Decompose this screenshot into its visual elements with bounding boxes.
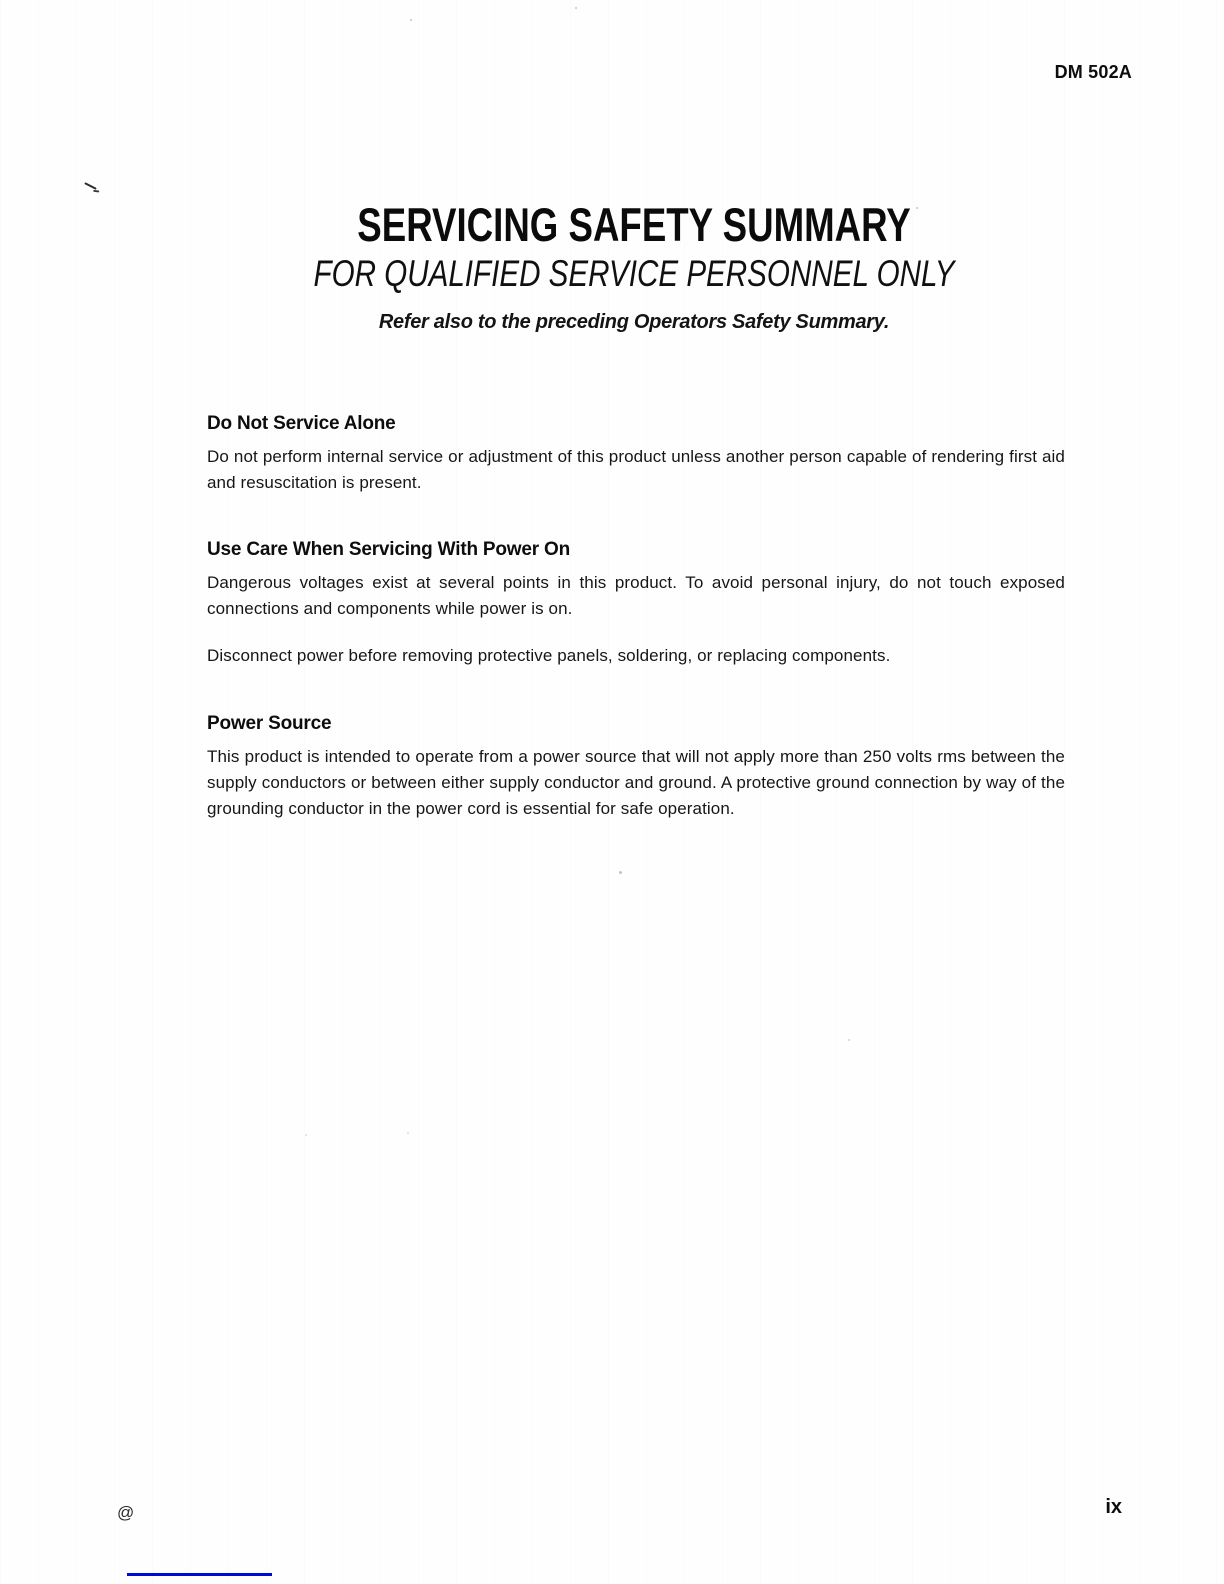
document-reference: DM 502A [1054,62,1132,82]
scan-tick-artifact [84,182,96,190]
blue-line-artifact [127,1573,272,1576]
section-heading-use-care-when-servicing: Use Care When Servicing With Power On [207,539,571,560]
page-subtitle: FOR QUALIFIED SERVICE PERSONNEL ONLY [313,253,955,294]
section-paragraph: Dangerous voltages exist at several points in this product. To avoid personal injury, do not touch exposed connections and components while power is on. [207,573,1065,618]
scan-speck [410,19,412,21]
section-paragraph: Do not perform internal service or adjustment of this product unless another person capable of rendering first aid and resuscitation is present. [207,447,1065,492]
scan-speck [848,1039,850,1041]
section-paragraph: Disconnect power before removing protective panels, soldering, or replacing components. [207,646,891,665]
at-symbol-mark: @ [117,1503,135,1522]
section-heading-power-source: Power Source [207,713,332,734]
reference-note: Refer also to the preceding Operators Safety Summary. [378,311,890,333]
scan-speck [575,7,577,9]
section-paragraph: This product is intended to operate from a power source that will not apply more than 250 volts rms between the supply conductors or between either supply conductor and ground. A protective ground connection by way of the grounding conductor in the power cord is essential for safe operation. [207,747,1065,818]
page-title: SERVICING SAFETY SUMMARY [357,198,911,251]
scan-speck [305,1134,307,1136]
scan-speck [619,871,622,874]
section-heading-do-not-service-alone: Do Not Service Alone [207,413,396,434]
page-number: ix [1105,1496,1122,1518]
scan-speck [407,1132,409,1134]
